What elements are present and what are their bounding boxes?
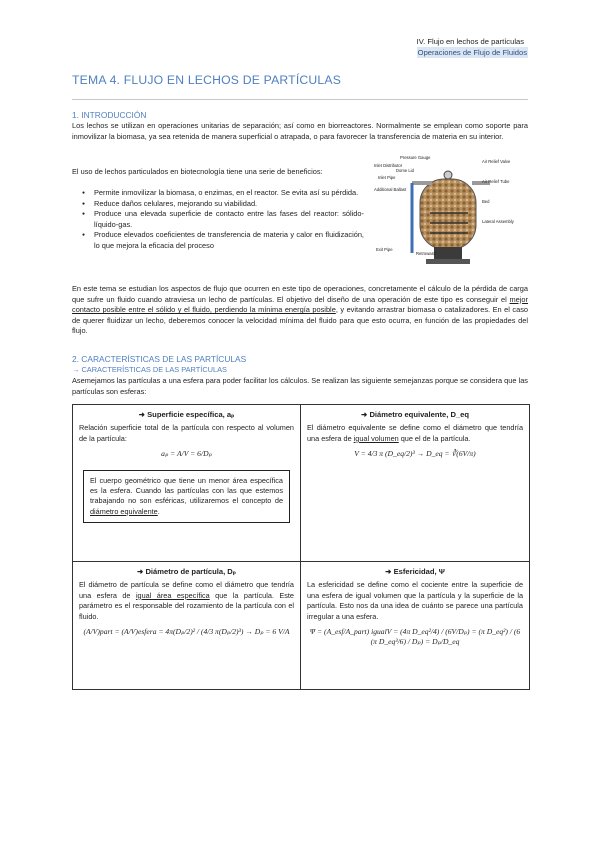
- packed-bed-filter-figure: [372, 153, 530, 271]
- list-item: ● Permite inmovilizar la biomasa, o enzimas, en el reactor. Se evita así su pérdida.: [72, 188, 364, 199]
- figure-label: Inlet Distributor: [374, 163, 403, 168]
- particles-paragraph-1: Asemejamos las partículas a una esfera para poder facilitar los cálculos. Se realizan las siguiente semejanzas porque se considera que las partículas son esferas:: [72, 376, 528, 396]
- figure-label: Air Relief Tube: [482, 179, 510, 184]
- page-title: TEMA 4. FLUJO EN LECHOS DE PARTÍCULAS: [72, 73, 342, 87]
- list-item: ● Reduce daños celulares, mejorando su viabilidad.: [72, 199, 364, 210]
- figure-label: Pressure Gauge: [400, 155, 431, 160]
- cell-particle-diameter: ➜ Diámetro de partícula, Dₚ El diámetro de partícula se define como el diámetro que tendría una esfera de igual área específica que la partícula. Este parámetro es el responsable del rozamiento de la partícula con el fluido. (A/V)part = (A/V)esfera = 4π(Dₚ/2)² / (4/3 π(Dₚ/2)³) → Dₚ = 6 V/A: [79, 567, 294, 637]
- header-course-unit: IV. Flujo en lechos de partículas: [416, 37, 525, 46]
- equation: V = 4/3 π (D_eq/2)³ → D_eq = ∛(6V/π): [354, 449, 476, 459]
- key-objective: mejor contacto posible entre el sólido y el fluido, perdiendo la mínima energía posible: [72, 294, 528, 315]
- figure-label: Exit Pipe: [376, 247, 393, 252]
- intro-paragraph-2: El uso de lechos particulados en biotecnología tiene una serie de beneficios:: [72, 167, 323, 176]
- figure-label: Air Relief Valve: [482, 159, 511, 164]
- figure-label: Retrowash: [416, 251, 437, 256]
- particles-subheading: → CARACTERÍSTICAS DE LAS PARTÍCULAS: [72, 365, 227, 374]
- cell-specific-surface: ➜ Superficie específica, aₚ Relación superficie total de la partícula con respecto al volumen de la partícula: aₚ = A/V = 6/Dₚ El cuerpo geométrico que tiene un menor área específica es la esfera. Cuando las partículas con las que estemos trabajando no son esféricas, utilizaremos el concepto de diámetro equivalente.: [73, 405, 300, 561]
- list-item: ● Produce una elevada superficie de contacto entre las fases del reactor: sólido-líquido-gas.: [72, 209, 364, 230]
- cell-equivalent-diameter: ➜ Diámetro equivalente, D_eq El diámetro equivalente se define como el diámetro que tendría una esfera de igual volumen que el de la partícula. V = 4/3 π (D_eq/2)³ → D_eq = ∛(6V/π): [307, 410, 523, 459]
- equation: (A/V)part = (A/V)esfera = 4π(Dₚ/2)² / (4/3 π(Dₚ/2)³) → Dₚ = 6 V/A: [83, 627, 290, 637]
- figure-label: Dome Lid: [396, 168, 414, 173]
- figure-label: Inlet Pipe: [378, 175, 396, 180]
- intro-paragraph-3: En este tema se estudian los aspectos de flujo que ocurren en este tipo de operaciones, concretamente el cálculo de la pérdida de carga que sufre un fluido cuando atraviesa un lecho de partículas. El objetivo del diseño de una operación de este tipo es conseguir el mejor contacto posible entre el sólido y el fluido, perdiendo la mínima energía posible, y evitando arrastrar biomasa o catalizadores. En el caso de querer fluidizar un lecho, deberemos conocer la velocidad mínima del fluido para que esto ocurra, en función de las propiedades del flujo.: [72, 284, 528, 336]
- figure-label: Bed: [482, 199, 490, 204]
- title-divider: [72, 99, 528, 100]
- figure-label: Additional Ballast: [374, 187, 407, 192]
- note-box: El cuerpo geométrico que tiene un menor área específica es la esfera. Cuando las partículas con las que estemos trabajando no son esféricas, utilizaremos el concepto de diámetro equivalente.: [83, 470, 290, 524]
- figure-label: Lateral Assembly: [482, 219, 514, 224]
- intro-heading: 1. INTRODUCCIÓN: [72, 110, 147, 120]
- intro-paragraph-1: Los lechos se utilizan en operaciones unitarias de separación; así como en biorreactores. Normalmente se emplean como soporte para inmovilizar la biomasa, ya sea retenida de manera superficial o atrapada, o para favorecer la transferencia de materia en su interior.: [72, 121, 528, 141]
- particles-heading: 2. CARACTERÍSTICAS DE LAS PARTÍCULAS: [72, 354, 247, 364]
- benefits-list: [72, 188, 364, 252]
- cell-sphericity: ➜ Esfericidad, Ψ La esfericidad se define como el cociente entre la superficie de una esfera de igual volumen que la partícula y la superficie de la partícula. Esto nos da una idea de cuánto se parece una partícula irregular a una esfera. Ψ = (A_esf/A_part) igualV = (4π D_eq²/4) / (6V/Dₚ) = (π D_eq²) / (6 (π D_eq³/6) / Dₚ) = Dₚ/D_eq: [307, 567, 523, 647]
- header-subject: Operaciones de Flujo de Fluidos: [417, 48, 527, 57]
- list-item: ● Produce elevados coeficientes de transferencia de materia y calor en fluidización, lo que mejora la eficacia del proceso: [72, 230, 364, 251]
- page-header: [417, 36, 528, 58]
- equation: aₚ = A/V = 6/Dₚ: [161, 449, 212, 459]
- properties-table: [72, 404, 530, 690]
- equation: Ψ = (A_esf/A_part) igualV = (4π D_eq²/4) / (6V/Dₚ) = (π D_eq²) / (6 (π D_eq³/6) / Dₚ) = Dₚ/D_eq: [309, 627, 521, 647]
